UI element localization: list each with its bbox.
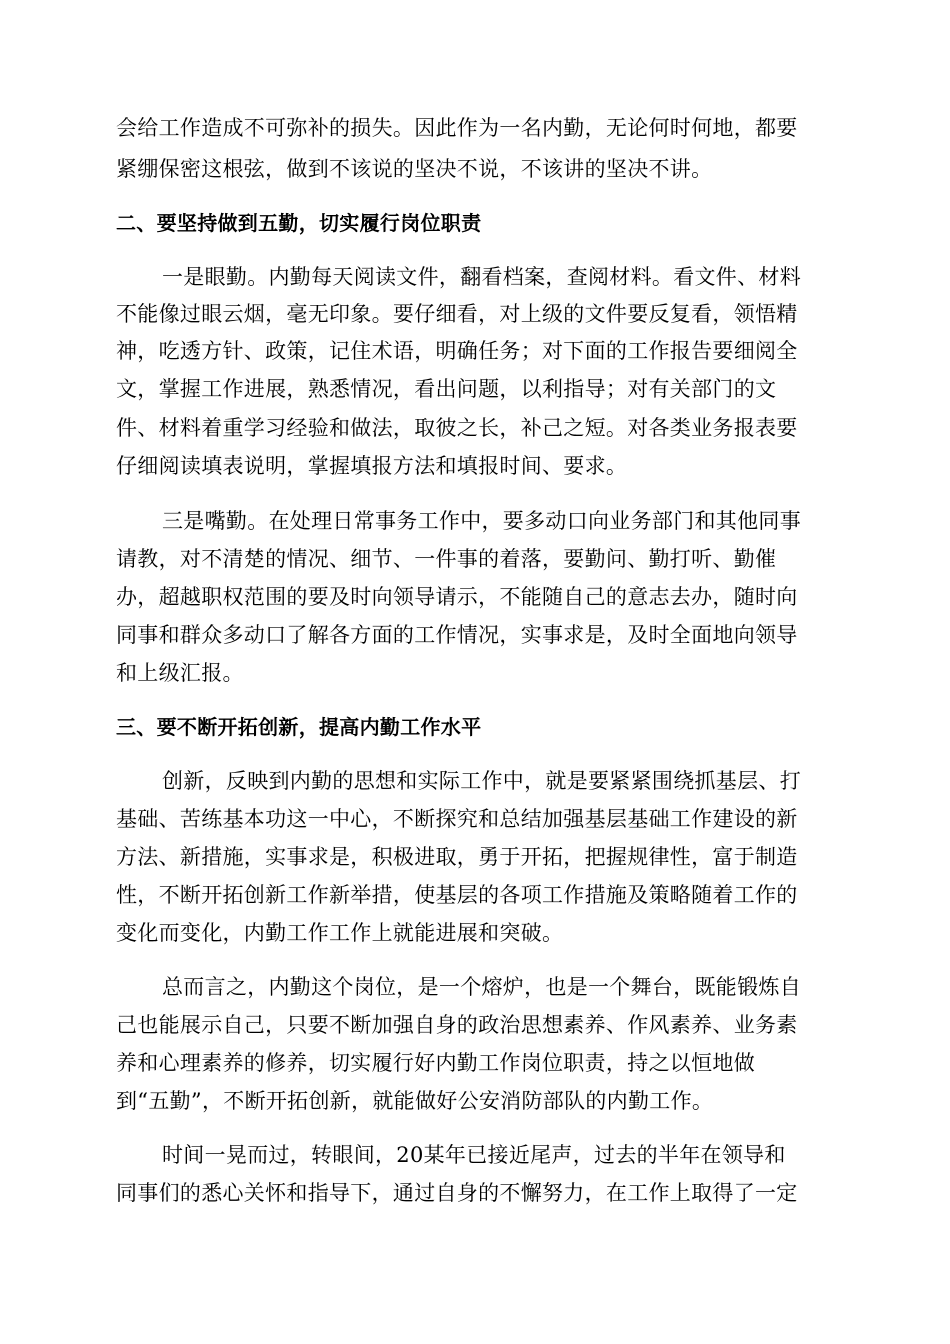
- text-line-20: 变化而变化，内勤工作工作上就能进展和突破。: [116, 921, 564, 945]
- text-line-1: 会给工作造成不可弥补的损失。因此作为一名内勤，无论何时何地，都要: [116, 116, 798, 140]
- text-line-25: 时间一晃而过，转眼间，20某年已接近尾声，过去的半年在领导和: [162, 1143, 786, 1167]
- text-line-14: 和上级汇报。: [116, 661, 244, 685]
- section-heading-2: 二、要坚持做到五勤，切实履行岗位职责: [116, 211, 482, 235]
- text-line-8: 件、材料着重学习经验和做法，取彼之长，补己之短。对各类业务报表要: [116, 416, 798, 440]
- text-line-11: 请教，对不清楚的情况、细节、一件事的着落，要勤问、勤打听、勤催: [116, 547, 777, 571]
- text-line-2: 紧绷保密这根弦，做到不该说的坚决不说，不该讲的坚决不讲。: [116, 157, 713, 181]
- text-line-12: 办，超越职权范围的要及时向领导请示，不能随自己的意志去办，随时向: [116, 585, 798, 609]
- section-heading-3: 三、要不断开拓创新，提高内勤工作水平: [116, 715, 482, 739]
- text-line-4: 一是眼勤。内勤每天阅读文件，翻看档案，查阅材料。看文件、材料: [162, 265, 801, 289]
- text-line-7: 文，掌握工作进展，熟悉情况，看出问题，以利指导；对有关部门的文: [116, 377, 777, 401]
- text-line-23: 养和心理素养的修养，切实履行好内勤工作岗位职责，持之以恒地做: [116, 1051, 755, 1075]
- text-line-18: 方法、新措施，实事求是，积极进取，勇于开拓，把握规律性，富于制造: [116, 845, 798, 869]
- text-line-17: 基础、苦练基本功这一中心，不断探究和总结加强基层基础工作建设的新: [116, 807, 798, 831]
- text-line-22: 己也能展示自己，只要不断加强自身的政治思想素养、作风素养、业务素: [116, 1013, 798, 1037]
- text-line-24: 到“五勤”，不断开拓创新，就能做好公安消防部队的内勤工作。: [116, 1089, 714, 1113]
- text-line-10: 三是嘴勤。在处理日常事务工作中，要多动口向业务部门和其他同事: [162, 509, 801, 533]
- text-line-19: 性，不断开拓创新工作新举措，使基层的各项工作措施及策略随着工作的: [116, 883, 798, 907]
- text-line-5: 不能像过眼云烟，毫无印象。要仔细看，对上级的文件要反复看，领悟精: [116, 302, 798, 326]
- text-line-16: 创新，反映到内勤的思想和实际工作中，就是要紧紧围绕抓基层、打: [162, 769, 801, 793]
- text-line-9: 仔细阅读填表说明，掌握填报方法和填报时间、要求。: [116, 454, 628, 478]
- text-line-26: 同事们的悉心关怀和指导下，通过自身的不懈努力，在工作上取得了一定: [116, 1181, 798, 1205]
- text-line-21: 总而言之，内勤这个岗位，是一个熔炉，也是一个舞台，既能锻炼自: [162, 975, 801, 999]
- text-line-6: 神，吃透方针、政策，记住术语，明确任务；对下面的工作报告要细阅全: [116, 339, 798, 363]
- text-line-13: 同事和群众多动口了解各方面的工作情况，实事求是，及时全面地向领导: [116, 623, 798, 647]
